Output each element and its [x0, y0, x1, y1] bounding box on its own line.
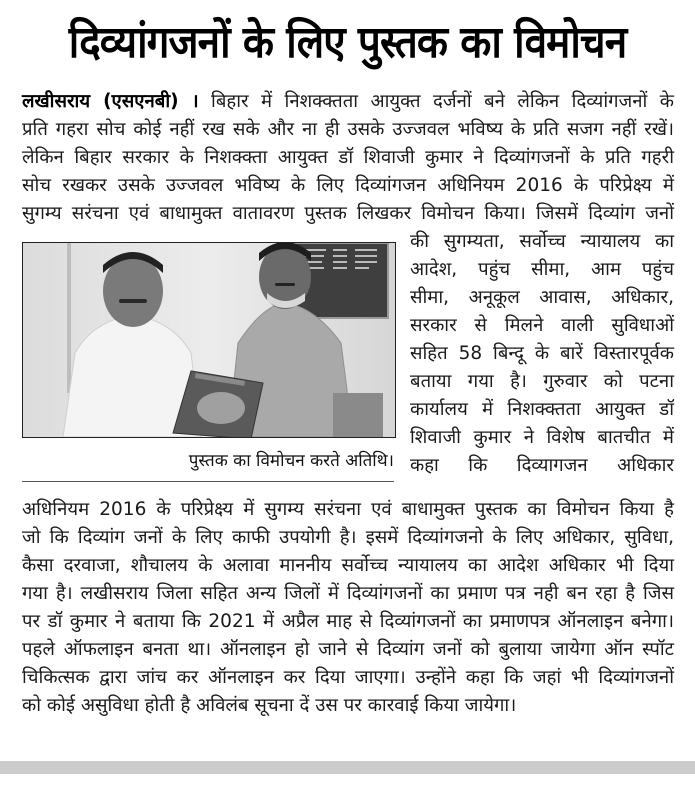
article-line: गया है। लखीसराय जिला सहित अन्य जिलों में दिव्यांगजनों का प्रमाण पत्र नही बन रहा है जिस: [22, 583, 674, 604]
article-line-text: बिहार में निशक्क्तता आयुक्त दर्जनों बने लेकिन दिव्यांगजनों के: [198, 91, 674, 112]
article-line: शिवाजी कुमार ने विशेष बातचीत में: [410, 427, 674, 448]
photo-caption: पुस्तक का विमोचन करते अतिथि।: [188, 451, 394, 471]
article-line: जो कि दिव्यांग जनों के लिए काफी उपयोगी है। इसमें दिव्यांगजनो के लिए अधिकार, सुविधा,: [22, 527, 674, 548]
article-line: प्रति गहरा सोच कोई नहीं रख सके और ना ही उसके उज्जवल भविष्य के प्रति सजग नहीं रखें।: [22, 119, 674, 140]
papers-stack: [333, 393, 383, 437]
article-line: अधिनियम 2016 के परिप्रेक्ष्य में सुगम्य सरंचना एवं बाधामुक्त पुस्तक का विमोचन किया है: [22, 499, 674, 520]
article-line: सीमा, अनूकूल आवास, अधिकार,: [410, 287, 674, 308]
article-line: पहले ऑफलाइन बनता था। ऑनलाइन हो जाने से दिव्यांग जनों को बुलाया जायेगा ऑन स्पॉट: [22, 639, 674, 660]
article-line: सोच रखकर उसके उज्जवल भविष्य के लिए दिव्यांगजन अधिनियम 2016 के परिप्रेक्ष्य में: [22, 175, 674, 196]
article-line: कार्यालय में निशक्क्तता आयुक्त डॉ: [410, 399, 674, 420]
bottom-bar: [0, 761, 695, 774]
article-line: की सुगम्यता, सर्वोच्च न्यायालय का: [410, 231, 674, 252]
caption-rule: [22, 481, 394, 482]
wall-pipe: [67, 243, 71, 393]
article-line: सहित 58 बिन्दू के बारें विस्तारपूर्वक: [410, 343, 674, 364]
news-photo: [22, 242, 396, 438]
photo-illustration: [23, 243, 395, 437]
headline: दिव्यांगजनों के लिए पुस्तक का विमोचन: [68, 17, 627, 68]
article-line: आदेश, पहुंच सीमा, आम पहुंच: [410, 259, 674, 280]
article-line: [22, 88, 674, 116]
article-line: कहा कि दिव्यागजन अधिकार: [410, 455, 674, 476]
article-line: सरकार से मिलने वाली सुविधाओं: [410, 315, 674, 336]
article-line-last: को कोई असुविधा होती है अविलंब सूचना दें उस पर कारवाई किया जायेगा।: [22, 695, 517, 716]
article-line: पर डॉ कुमार ने बताया कि 2021 में अप्रैल माह से दिव्यांगजनों का प्रमाणपत्र ऑनलाइन बनेगा।: [22, 611, 674, 632]
article-line: बताया गया है। गुरुवार को पटना: [410, 371, 674, 392]
article-line: लेकिन बिहार सरकार के निशक्क्ता आयुक्त डॉ शिवाजी कुमार ने दिव्यांगजनों के प्रति गहरी: [22, 147, 674, 168]
article-line: सुगम्य सरंचना एवं बाधामुक्त वातावरण पुस्तक लिखकर विमोचन किया। जिसमें दिव्यांग जनों: [22, 203, 674, 224]
article-line: चिकित्सक द्वारा जांच कर ऑनलाइन कर दिया जाएगा। उन्होंने कहा कि जहां भी दिव्यांगजनों: [22, 667, 674, 688]
article-line: कैसा दरवाजा, शौचालय के अलावा माननीय सर्वोच्च न्यायालय का आदेश अधिकार भी दिया: [22, 555, 674, 576]
dateline: लखीसराय (एसएनबी) ।: [22, 91, 199, 112]
